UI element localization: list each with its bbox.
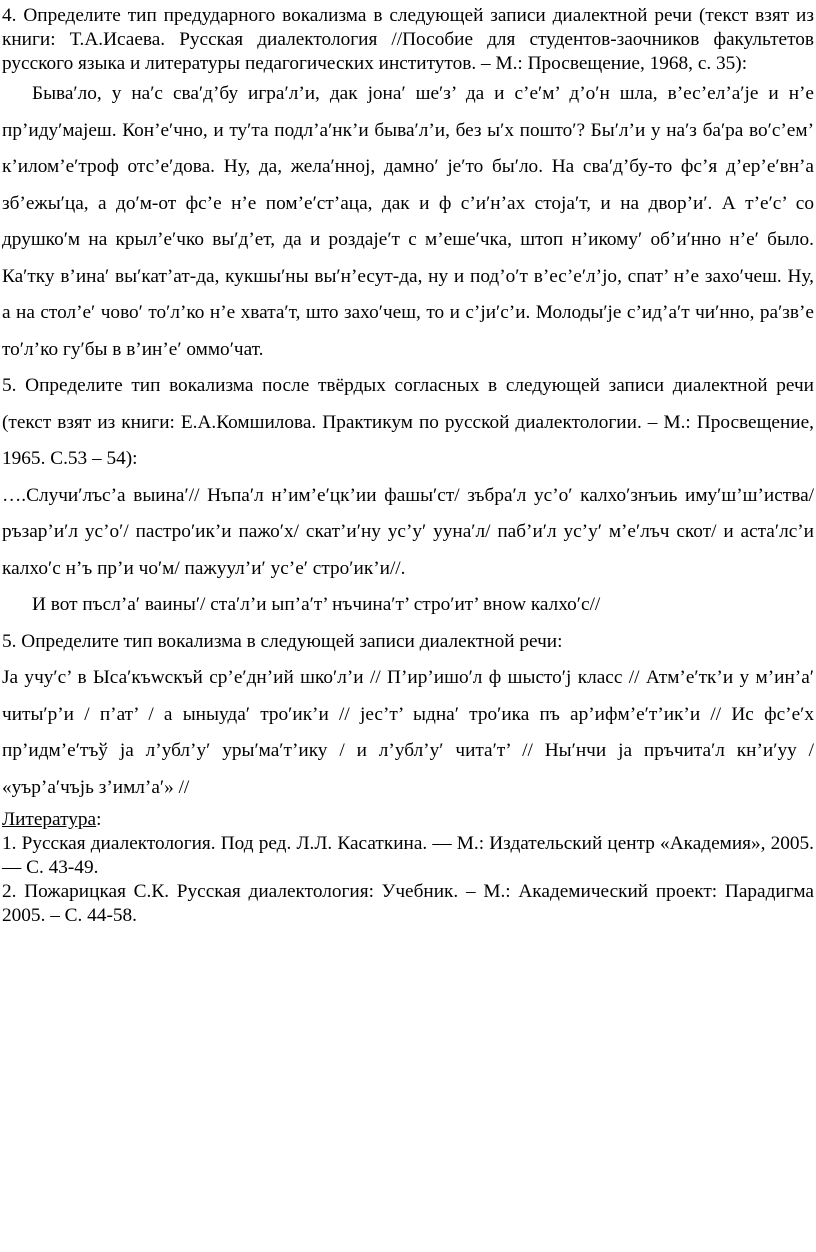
literature-heading-colon: : bbox=[96, 809, 102, 830]
literature-heading: Литература bbox=[2, 809, 97, 830]
task5a-prompt: 5. Определите тип вокализма после твёрдых согласных в следующей записи диалектной речи (текст взят из книги: Е.А.Комшилова. Практикум по русской диалектологии. – М.: Просвещение, 1965. С.53 – 54): bbox=[2, 375, 814, 469]
literature-item-1: 1. Русская диалектология. Под ред. Л.Л. Касаткина. — М.: Издательский центр «Академия», 2005. — С. 43-49. bbox=[2, 833, 814, 878]
task5b-prompt: 5. Определите тип вокализма в следующей записи диалектной речи: bbox=[2, 630, 563, 652]
task5b-dialect-text: Ја учу′с’ в Ыса′къwскъй ср’е′дн’ий шко′л’и // П’ир’ишо′л ф шысто′ј класс // Атм’е′тк’и у м’ин’а′ читы′р’и / п’ат’ / а ыныуда′ тро′ик’и // јес’т’ ыдна′ тро′ика пъ ар’ифм’е′т’ик’и // Ис фс’е′х пр’идм’е′тъў ја л’убл’у′ уры′ма′т’ику / и л’убл’у′ чита′т’ // Ны′нчи ја пръчита′л кн’и′уу / «уър’а′чъјь з’имл’а′» // bbox=[2, 667, 814, 798]
task4-dialect-text: Быва′ло, у на′с сва′д’бу игра′л’и, дак jона′ ше′з’ да и с’е′м’ д’о′н шла, в’ес’ел’а′jе и н’е пр’иду′мајеш. Кон’е′чно, и ту′та подл’а′нк’и быва′л’и, без ы′х пошто′? Бы′л’и у на′з ба′ра во′с’ем’ к’илом’е′троф отс’е′дова. Ну, да, жела′нноj, дамно′ jе′то бы′ло. На сва′д’бу-то фс’я д’ер’е′вн’а зб’ежы′ца, а до′м-от фс’е н’е пом’е′ст’аца, дак и ф с’и′н’ах стоја′т, и на двор’и′. А т’е′с’ со друшко′м на крыл’е′чко вы′д’ет, да и роздаје′т с м’еше′чка, штоп н’икому′ об’и′нно н’е′ было. Ка′тку в’ина′ вы′кат’ат-да, кукшы′ны вы′н’есут-да, ну и под’о′т в’ес’е′л’jо, спат’ н’е захо′чеш. Ну, а на стол’е′ чово′ то′л’ко н’е хвата′т, што захо′чеш, то и с’jи′с’и. Молоды′jе с’ид’а′т чи′нно, ра′зв’е то′л’ко гу′бы в в’ин’е′ оммо′чат. bbox=[2, 83, 814, 360]
literature-item-2: 2. Пожарицкая С.К. Русская диалектология: Учебник. – М.: Академический проект: Парадигма 2005. – С. 44-58. bbox=[2, 881, 814, 926]
task4-prompt: 4. Определите тип предударного вокализма в следующей записи диалектной речи (текст взят из книги: Т.А.Исаева. Русская диалектология //Пособие для студентов-заочников факультетов русского языка и литературы педагогических институтов. – М.: Просвещение, 1968, с. 35): bbox=[2, 5, 814, 74]
task5a-dialect-text-2: И вот пъсл’а′ ваины′/ ста′л’и ып’а′т’ нъчина′т’ стро′ит’ вноw калхо′с// bbox=[32, 594, 601, 615]
literature-heading-line bbox=[2, 808, 814, 832]
task5a-dialect-text-1: ….Случи′лъс’а выина′// Нъпа′л н’им’е′цк’ии фашы′ст/ зъбра′л ус’о′ калхо′знъиь иму′ш’ш’иства/ ръзар’и′л ус’о′/ пастро′ик’и пажо′х/ скат’и′ну ус’у′ ууна′л/ паб’и′л ус’у′ м’е′лъч скот/ и аста′лс’и калхо′с н’ъ пр’и чо′м/ пажуул’и′ ус’е′ стро′ик’и//. bbox=[2, 484, 814, 579]
